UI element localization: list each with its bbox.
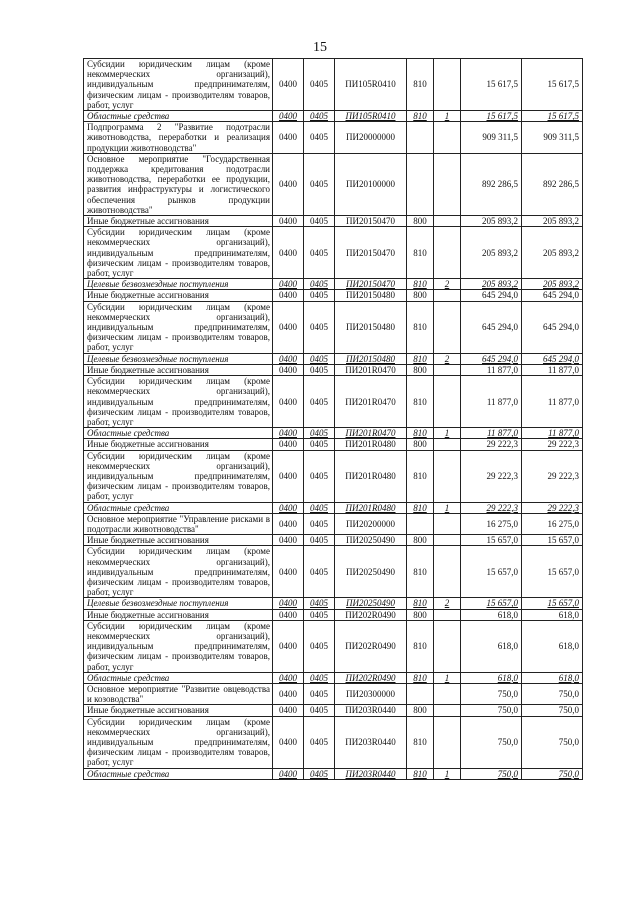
- expense-type-cell: 810: [407, 716, 434, 768]
- amount-year1-cell: 15 657,0: [461, 535, 522, 546]
- table-row: [84, 153, 583, 215]
- funding-source-cell: 2: [434, 279, 461, 290]
- subsection-code-cell: 0405: [304, 768, 335, 779]
- section-code-cell: 0400: [273, 290, 304, 301]
- expense-type-cell: 800: [407, 364, 434, 375]
- amount-year2-cell: 645 294,0: [522, 301, 583, 353]
- subsection-code-cell: 0405: [304, 364, 335, 375]
- target-article-cell: ПИ20150480: [335, 290, 407, 301]
- target-article-cell: ПИ201R0480: [335, 502, 407, 513]
- table-row: [84, 546, 583, 598]
- table-row: [84, 364, 583, 375]
- amount-year2-cell: 750,0: [522, 683, 583, 704]
- row-name-cell: Субсидии юридическим лицам (кроме некоммерческих организаций), индивидуальным предпринимателям, физическим лицам - производителям товаров, работ, услуг: [84, 546, 273, 598]
- expense-type-cell: [407, 153, 434, 215]
- expense-type-cell: 810: [407, 59, 434, 111]
- amount-year1-cell: 205 893,2: [461, 279, 522, 290]
- subsection-code-cell: 0405: [304, 716, 335, 768]
- amount-year2-cell: 29 222,3: [522, 502, 583, 513]
- funding-source-cell: [434, 450, 461, 502]
- funding-source-cell: [434, 364, 461, 375]
- table-row: [84, 111, 583, 122]
- expense-type-cell: 810: [407, 301, 434, 353]
- funding-source-cell: [434, 227, 461, 279]
- subsection-code-cell: 0405: [304, 620, 335, 672]
- amount-year2-cell: 205 893,2: [522, 216, 583, 227]
- funding-source-cell: 1: [434, 768, 461, 779]
- row-name-cell: Иные бюджетные ассигнования: [84, 439, 273, 450]
- table-row: [84, 716, 583, 768]
- amount-year2-cell: 15 617,5: [522, 111, 583, 122]
- subsection-code-cell: 0405: [304, 535, 335, 546]
- section-code-cell: 0400: [273, 683, 304, 704]
- section-code-cell: 0400: [273, 439, 304, 450]
- amount-year1-cell: 205 893,2: [461, 227, 522, 279]
- funding-source-cell: [434, 439, 461, 450]
- target-article-cell: ПИ203R0440: [335, 716, 407, 768]
- expense-type-cell: [407, 683, 434, 704]
- table-row: [84, 290, 583, 301]
- table-row: [84, 227, 583, 279]
- row-name-cell: Субсидии юридическим лицам (кроме некоммерческих организаций), индивидуальным предпринимателям, физическим лицам - производителям товаров, работ, услуг: [84, 716, 273, 768]
- funding-source-cell: 1: [434, 672, 461, 683]
- budget-table: [83, 58, 583, 780]
- section-code-cell: 0400: [273, 279, 304, 290]
- expense-type-cell: 810: [407, 672, 434, 683]
- funding-source-cell: 1: [434, 502, 461, 513]
- table-row: [84, 439, 583, 450]
- expense-type-cell: [407, 122, 434, 154]
- section-code-cell: 0400: [273, 122, 304, 154]
- target-article-cell: ПИ201R0470: [335, 376, 407, 428]
- amount-year1-cell: 15 657,0: [461, 546, 522, 598]
- amount-year1-cell: 11 877,0: [461, 428, 522, 439]
- expense-type-cell: 800: [407, 535, 434, 546]
- amount-year1-cell: 15 617,5: [461, 59, 522, 111]
- amount-year1-cell: 29 222,3: [461, 502, 522, 513]
- funding-source-cell: 2: [434, 598, 461, 609]
- amount-year2-cell: 11 877,0: [522, 376, 583, 428]
- amount-year1-cell: 29 222,3: [461, 450, 522, 502]
- target-article-cell: ПИ20150470: [335, 279, 407, 290]
- row-name-cell: Субсидии юридическим лицам (кроме некоммерческих организаций), индивидуальным предпринимателям, физическим лицам - производителям товаров, работ, услуг: [84, 227, 273, 279]
- section-code-cell: 0400: [273, 301, 304, 353]
- section-code-cell: 0400: [273, 705, 304, 716]
- row-name-cell: Подпрограмма 2 "Развитие подотрасли животноводства, переработки и реализация продукции животноводства": [84, 122, 273, 154]
- subsection-code-cell: 0405: [304, 353, 335, 364]
- funding-source-cell: [434, 376, 461, 428]
- table-row: [84, 672, 583, 683]
- amount-year2-cell: 892 286,5: [522, 153, 583, 215]
- target-article-cell: ПИ201R0470: [335, 364, 407, 375]
- target-article-cell: ПИ20300000: [335, 683, 407, 704]
- amount-year2-cell: 618,0: [522, 672, 583, 683]
- subsection-code-cell: 0405: [304, 290, 335, 301]
- expense-type-cell: 800: [407, 290, 434, 301]
- amount-year1-cell: 750,0: [461, 705, 522, 716]
- row-name-cell: Основное мероприятие "Управление рисками в подотрасли животноводства": [84, 513, 273, 534]
- amount-year1-cell: 15 657,0: [461, 598, 522, 609]
- amount-year1-cell: 892 286,5: [461, 153, 522, 215]
- amount-year1-cell: 11 877,0: [461, 364, 522, 375]
- amount-year2-cell: 205 893,2: [522, 279, 583, 290]
- subsection-code-cell: 0405: [304, 301, 335, 353]
- table-row: [84, 513, 583, 534]
- funding-source-cell: [434, 683, 461, 704]
- expense-type-cell: [407, 513, 434, 534]
- amount-year1-cell: 618,0: [461, 672, 522, 683]
- row-name-cell: Субсидии юридическим лицам (кроме некоммерческих организаций), индивидуальным предпринимателям, физическим лицам - производителям товаров, работ, услуг: [84, 450, 273, 502]
- amount-year2-cell: 29 222,3: [522, 450, 583, 502]
- section-code-cell: 0400: [273, 598, 304, 609]
- expense-type-cell: 810: [407, 450, 434, 502]
- funding-source-cell: [434, 513, 461, 534]
- amount-year2-cell: 11 877,0: [522, 364, 583, 375]
- funding-source-cell: [434, 620, 461, 672]
- expense-type-cell: 810: [407, 279, 434, 290]
- row-name-cell: Субсидии юридическим лицам (кроме некоммерческих организаций), индивидуальным предпринимателям, физическим лицам - производителям товаров, работ, услуг: [84, 59, 273, 111]
- subsection-code-cell: 0405: [304, 153, 335, 215]
- amount-year2-cell: 11 877,0: [522, 428, 583, 439]
- expense-type-cell: 810: [407, 428, 434, 439]
- row-name-cell: Целевые безвозмездные поступления: [84, 279, 273, 290]
- subsection-code-cell: 0405: [304, 450, 335, 502]
- expense-type-cell: 810: [407, 111, 434, 122]
- table-row: [84, 598, 583, 609]
- expense-type-cell: 810: [407, 502, 434, 513]
- row-name-cell: Иные бюджетные ассигнования: [84, 609, 273, 620]
- section-code-cell: 0400: [273, 111, 304, 122]
- expense-type-cell: 810: [407, 768, 434, 779]
- subsection-code-cell: 0405: [304, 428, 335, 439]
- amount-year1-cell: 205 893,2: [461, 216, 522, 227]
- expense-type-cell: 800: [407, 609, 434, 620]
- amount-year1-cell: 750,0: [461, 716, 522, 768]
- row-name-cell: Областные средства: [84, 768, 273, 779]
- table-row: [84, 59, 583, 111]
- target-article-cell: ПИ105R0410: [335, 111, 407, 122]
- funding-source-cell: [434, 59, 461, 111]
- row-name-cell: Иные бюджетные ассигнования: [84, 290, 273, 301]
- amount-year1-cell: 645 294,0: [461, 301, 522, 353]
- amount-year1-cell: 909 311,5: [461, 122, 522, 154]
- amount-year2-cell: 205 893,2: [522, 227, 583, 279]
- target-article-cell: ПИ201R0470: [335, 428, 407, 439]
- amount-year1-cell: 750,0: [461, 683, 522, 704]
- funding-source-cell: [434, 535, 461, 546]
- expense-type-cell: 800: [407, 439, 434, 450]
- target-article-cell: ПИ202R0490: [335, 609, 407, 620]
- table-row: [84, 620, 583, 672]
- amount-year1-cell: 29 222,3: [461, 439, 522, 450]
- target-article-cell: ПИ202R0490: [335, 620, 407, 672]
- funding-source-cell: [434, 546, 461, 598]
- amount-year1-cell: 618,0: [461, 609, 522, 620]
- amount-year1-cell: 15 617,5: [461, 111, 522, 122]
- amount-year2-cell: 16 275,0: [522, 513, 583, 534]
- amount-year2-cell: 909 311,5: [522, 122, 583, 154]
- target-article-cell: ПИ20250490: [335, 598, 407, 609]
- target-article-cell: ПИ201R0480: [335, 450, 407, 502]
- funding-source-cell: [434, 290, 461, 301]
- row-name-cell: Основное мероприятие "Развитие овцеводства и козоводства": [84, 683, 273, 704]
- table-row: [84, 353, 583, 364]
- table-row: [84, 609, 583, 620]
- table-row: [84, 705, 583, 716]
- expense-type-cell: 810: [407, 546, 434, 598]
- expense-type-cell: 810: [407, 227, 434, 279]
- amount-year1-cell: 11 877,0: [461, 376, 522, 428]
- table-row: [84, 428, 583, 439]
- section-code-cell: 0400: [273, 620, 304, 672]
- row-name-cell: Целевые безвозмездные поступления: [84, 598, 273, 609]
- section-code-cell: 0400: [273, 502, 304, 513]
- subsection-code-cell: 0405: [304, 227, 335, 279]
- amount-year2-cell: 15 657,0: [522, 546, 583, 598]
- subsection-code-cell: 0405: [304, 216, 335, 227]
- amount-year2-cell: 618,0: [522, 609, 583, 620]
- amount-year2-cell: 29 222,3: [522, 439, 583, 450]
- funding-source-cell: [434, 122, 461, 154]
- table-row: [84, 376, 583, 428]
- table-body: [84, 59, 583, 780]
- table-row: [84, 301, 583, 353]
- subsection-code-cell: 0405: [304, 513, 335, 534]
- table-row: [84, 216, 583, 227]
- funding-source-cell: 1: [434, 111, 461, 122]
- section-code-cell: 0400: [273, 376, 304, 428]
- section-code-cell: 0400: [273, 546, 304, 598]
- funding-source-cell: [434, 609, 461, 620]
- section-code-cell: 0400: [273, 59, 304, 111]
- target-article-cell: ПИ20150480: [335, 353, 407, 364]
- row-name-cell: Областные средства: [84, 428, 273, 439]
- funding-source-cell: [434, 705, 461, 716]
- page-number: 15: [313, 40, 327, 55]
- section-code-cell: 0400: [273, 768, 304, 779]
- row-name-cell: Целевые безвозмездные поступления: [84, 353, 273, 364]
- expense-type-cell: 800: [407, 216, 434, 227]
- section-code-cell: 0400: [273, 513, 304, 534]
- row-name-cell: Иные бюджетные ассигнования: [84, 364, 273, 375]
- amount-year2-cell: 15 657,0: [522, 598, 583, 609]
- funding-source-cell: [434, 153, 461, 215]
- section-code-cell: 0400: [273, 428, 304, 439]
- funding-source-cell: [434, 301, 461, 353]
- amount-year2-cell: 15 617,5: [522, 59, 583, 111]
- amount-year1-cell: 618,0: [461, 620, 522, 672]
- row-name-cell: Иные бюджетные ассигнования: [84, 216, 273, 227]
- row-name-cell: Субсидии юридическим лицам (кроме некоммерческих организаций), индивидуальным предпринимателям, физическим лицам - производителям товаров, работ, услуг: [84, 620, 273, 672]
- amount-year2-cell: 618,0: [522, 620, 583, 672]
- amount-year2-cell: 645 294,0: [522, 290, 583, 301]
- amount-year2-cell: 750,0: [522, 705, 583, 716]
- row-name-cell: Субсидии юридическим лицам (кроме некоммерческих организаций), индивидуальным предпринимателям, физическим лицам - производителям товаров, работ, услуг: [84, 376, 273, 428]
- expense-type-cell: 810: [407, 376, 434, 428]
- target-article-cell: ПИ20150470: [335, 227, 407, 279]
- row-name-cell: Иные бюджетные ассигнования: [84, 705, 273, 716]
- target-article-cell: ПИ20250490: [335, 546, 407, 598]
- subsection-code-cell: 0405: [304, 279, 335, 290]
- section-code-cell: 0400: [273, 450, 304, 502]
- row-name-cell: Областные средства: [84, 502, 273, 513]
- section-code-cell: 0400: [273, 672, 304, 683]
- amount-year1-cell: 750,0: [461, 768, 522, 779]
- subsection-code-cell: 0405: [304, 502, 335, 513]
- table-row: [84, 502, 583, 513]
- section-code-cell: 0400: [273, 364, 304, 375]
- section-code-cell: 0400: [273, 716, 304, 768]
- target-article-cell: ПИ201R0480: [335, 439, 407, 450]
- table-row: [84, 122, 583, 154]
- section-code-cell: 0400: [273, 353, 304, 364]
- amount-year2-cell: 15 657,0: [522, 535, 583, 546]
- target-article-cell: ПИ203R0440: [335, 768, 407, 779]
- section-code-cell: 0400: [273, 227, 304, 279]
- row-name-cell: Иные бюджетные ассигнования: [84, 535, 273, 546]
- section-code-cell: 0400: [273, 609, 304, 620]
- target-article-cell: ПИ20100000: [335, 153, 407, 215]
- amount-year2-cell: 750,0: [522, 768, 583, 779]
- row-name-cell: Областные средства: [84, 111, 273, 122]
- target-article-cell: ПИ105R0410: [335, 59, 407, 111]
- target-article-cell: ПИ20250490: [335, 535, 407, 546]
- expense-type-cell: 810: [407, 598, 434, 609]
- amount-year1-cell: 16 275,0: [461, 513, 522, 534]
- subsection-code-cell: 0405: [304, 609, 335, 620]
- target-article-cell: ПИ20150480: [335, 301, 407, 353]
- subsection-code-cell: 0405: [304, 683, 335, 704]
- subsection-code-cell: 0405: [304, 705, 335, 716]
- target-article-cell: ПИ203R0440: [335, 705, 407, 716]
- row-name-cell: Субсидии юридическим лицам (кроме некоммерческих организаций), индивидуальным предпринимателям, физическим лицам - производителям товаров, работ, услуг: [84, 301, 273, 353]
- table-row: [84, 683, 583, 704]
- table-row: [84, 535, 583, 546]
- section-code-cell: 0400: [273, 153, 304, 215]
- target-article-cell: ПИ20000000: [335, 122, 407, 154]
- section-code-cell: 0400: [273, 535, 304, 546]
- amount-year1-cell: 645 294,0: [461, 353, 522, 364]
- amount-year2-cell: 645 294,0: [522, 353, 583, 364]
- subsection-code-cell: 0405: [304, 546, 335, 598]
- section-code-cell: 0400: [273, 216, 304, 227]
- subsection-code-cell: 0405: [304, 439, 335, 450]
- expense-type-cell: 810: [407, 620, 434, 672]
- expense-type-cell: 810: [407, 353, 434, 364]
- funding-source-cell: [434, 216, 461, 227]
- amount-year1-cell: 645 294,0: [461, 290, 522, 301]
- subsection-code-cell: 0405: [304, 672, 335, 683]
- subsection-code-cell: 0405: [304, 376, 335, 428]
- expense-type-cell: 800: [407, 705, 434, 716]
- row-name-cell: Основное мероприятие "Государственная поддержка кредитования подотрасли животноводства, переработки ее продукции, развития инфраструктуры и логистического обеспечения рынков продукции животноводства": [84, 153, 273, 215]
- subsection-code-cell: 0405: [304, 598, 335, 609]
- amount-year2-cell: 750,0: [522, 716, 583, 768]
- subsection-code-cell: 0405: [304, 111, 335, 122]
- target-article-cell: ПИ202R0490: [335, 672, 407, 683]
- funding-source-cell: [434, 716, 461, 768]
- table-row: [84, 450, 583, 502]
- target-article-cell: ПИ20200000: [335, 513, 407, 534]
- funding-source-cell: 1: [434, 428, 461, 439]
- row-name-cell: Областные средства: [84, 672, 273, 683]
- table-row: [84, 768, 583, 779]
- subsection-code-cell: 0405: [304, 59, 335, 111]
- subsection-code-cell: 0405: [304, 122, 335, 154]
- target-article-cell: ПИ20150470: [335, 216, 407, 227]
- table-row: [84, 279, 583, 290]
- funding-source-cell: 2: [434, 353, 461, 364]
